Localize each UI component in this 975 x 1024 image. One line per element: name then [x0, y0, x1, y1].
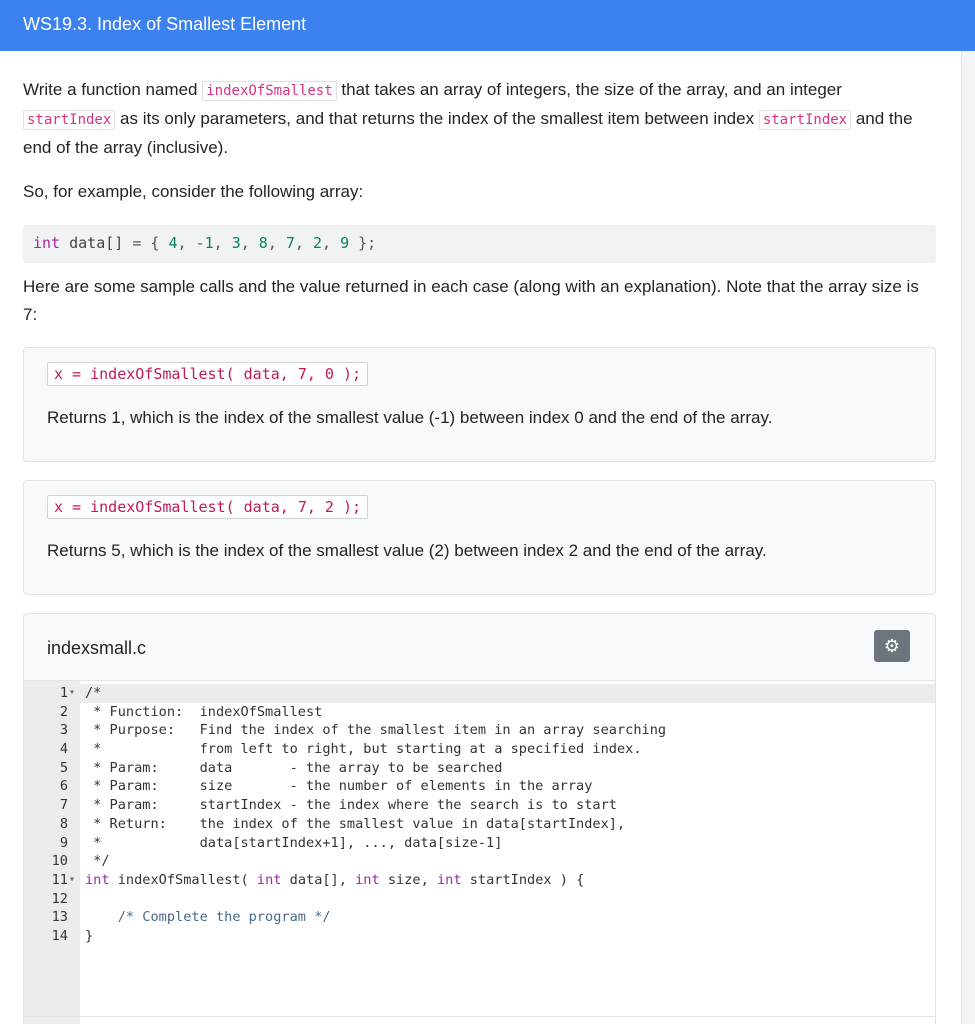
array-value: 4 [168, 234, 178, 252]
array-value: 2 [312, 234, 322, 252]
code-text: * data[startIndex+1], ..., data[size-1] [85, 834, 503, 851]
page-header [0, 0, 975, 51]
array-value: 7 [285, 234, 295, 252]
code-line[interactable] [24, 796, 935, 815]
line-number: 13 [51, 909, 68, 926]
sample-case [23, 480, 936, 595]
code-editor-panel [23, 613, 936, 1024]
code-line[interactable] [24, 927, 935, 946]
code-punctuation: , [213, 234, 232, 252]
array-value: 9 [340, 234, 350, 252]
settings-button[interactable] [874, 630, 910, 662]
line-number: 14 [51, 927, 68, 944]
code-text: * Param: data - the array to be searched [85, 759, 503, 776]
line-number: 9 [59, 834, 68, 851]
array-value: -1 [195, 234, 214, 252]
code-line[interactable] [24, 759, 935, 778]
problem-description [23, 76, 928, 162]
code-text: * from left to right, but starting at a specified index. [85, 741, 642, 758]
fold-toggle-icon[interactable]: ▾ [69, 687, 76, 698]
code-text: * Function: indexOfSmallest [85, 703, 323, 720]
code-text [85, 871, 584, 890]
example-intro: So, for example, consider the following array: [23, 182, 364, 201]
code-text: * Param: size - the number of elements in the array [85, 778, 593, 795]
editor-filename: indexsmall.c [47, 638, 147, 658]
code-text: */ [85, 853, 110, 870]
scrollbar-track[interactable] [961, 51, 975, 1024]
code-keyword: int [33, 234, 61, 252]
array-declaration [23, 225, 936, 263]
intro-text: as its only parameters, and that returns the index of the smallest item between index [115, 109, 759, 128]
array-values [168, 234, 349, 252]
code-line[interactable] [24, 908, 935, 927]
array-value: 8 [258, 234, 268, 252]
code-punctuation: , [294, 234, 313, 252]
array-value: 3 [231, 234, 241, 252]
code-identifier: data[] [69, 234, 124, 252]
code-punctuation: , [322, 234, 341, 252]
code-text: } [85, 927, 94, 944]
code-text: * Param: startIndex - the index where the search is to start [85, 797, 617, 814]
sample-call-code: x = indexOfSmallest( data, 7, 0 ); [47, 362, 368, 386]
code-line[interactable] [24, 834, 935, 853]
line-number: 4 [59, 741, 68, 758]
code-text: * Purpose: Find the index of the smallest item in an array searching [85, 722, 667, 739]
line-number: 11 [51, 871, 68, 888]
line-number: 12 [51, 890, 68, 907]
sample-call-code: x = indexOfSmallest( data, 7, 2 ); [47, 495, 368, 519]
code-token: startIndex ) { [461, 871, 585, 888]
code-token: size, [379, 871, 437, 888]
line-number: 8 [59, 815, 68, 832]
line-number: 2 [59, 703, 68, 720]
inline-code-param: startIndex [759, 110, 851, 130]
code-punctuation: , [267, 234, 286, 252]
code-comment: /* Complete the program */ [85, 909, 331, 926]
line-number: 5 [59, 759, 68, 776]
inline-code-function: indexOfSmallest [202, 81, 336, 101]
code-line[interactable] [24, 871, 935, 890]
code-token: data[], [281, 871, 356, 888]
code-line[interactable] [24, 777, 935, 796]
line-number: 6 [59, 778, 68, 795]
code-punctuation: , [177, 234, 196, 252]
code-text [85, 908, 331, 927]
line-number: 7 [59, 797, 68, 814]
code-punctuation: = { [123, 234, 169, 252]
code-text: /* [85, 685, 102, 701]
code-lines[interactable] [24, 684, 935, 946]
sample-intro: Here are some sample calls and the value returned in each case (along with an explanation). Note that the array size is 7: [23, 277, 919, 324]
inline-code-param: startIndex [23, 110, 115, 130]
intro-text: and the end of the array (inclusive). [23, 109, 913, 157]
sample-explanation: Returns 1, which is the index of the smallest value (-1) between index 0 and the end of the array. [47, 408, 773, 427]
line-number: 3 [59, 722, 68, 739]
code-keyword: int [355, 871, 380, 888]
code-line[interactable] [24, 684, 935, 703]
intro-text: that takes an array of integers, the size of the array, and an integer [336, 80, 842, 99]
gear-icon: ⚙ [883, 636, 901, 656]
line-number: 1 [59, 685, 68, 701]
code-keyword: int [85, 871, 110, 888]
code-keyword: int [256, 871, 282, 888]
code-text: * Return: the index of the smallest value in data[startIndex], [85, 815, 626, 832]
divider [23, 1016, 936, 1017]
intro-text: Write a function named [23, 80, 203, 99]
code-line[interactable] [24, 740, 935, 759]
code-line[interactable] [24, 721, 935, 740]
sample-case [23, 347, 936, 462]
code-line[interactable] [24, 815, 935, 834]
code-line[interactable] [24, 703, 935, 722]
fold-toggle-icon[interactable]: ▾ [69, 873, 76, 885]
code-line[interactable] [24, 890, 935, 909]
code-line[interactable] [24, 852, 935, 871]
sample-explanation: Returns 5, which is the index of the smallest value (2) between index 2 and the end of the array. [47, 541, 767, 560]
code-token: indexOfSmallest( [109, 871, 257, 888]
code-punctuation: }; [349, 234, 377, 252]
page-title: WS19.3. Index of Smallest Element [23, 14, 307, 34]
code-editor[interactable] [24, 680, 935, 1024]
code-keyword: int [436, 871, 462, 888]
line-number: 10 [51, 853, 68, 870]
code-punctuation: , [240, 234, 259, 252]
